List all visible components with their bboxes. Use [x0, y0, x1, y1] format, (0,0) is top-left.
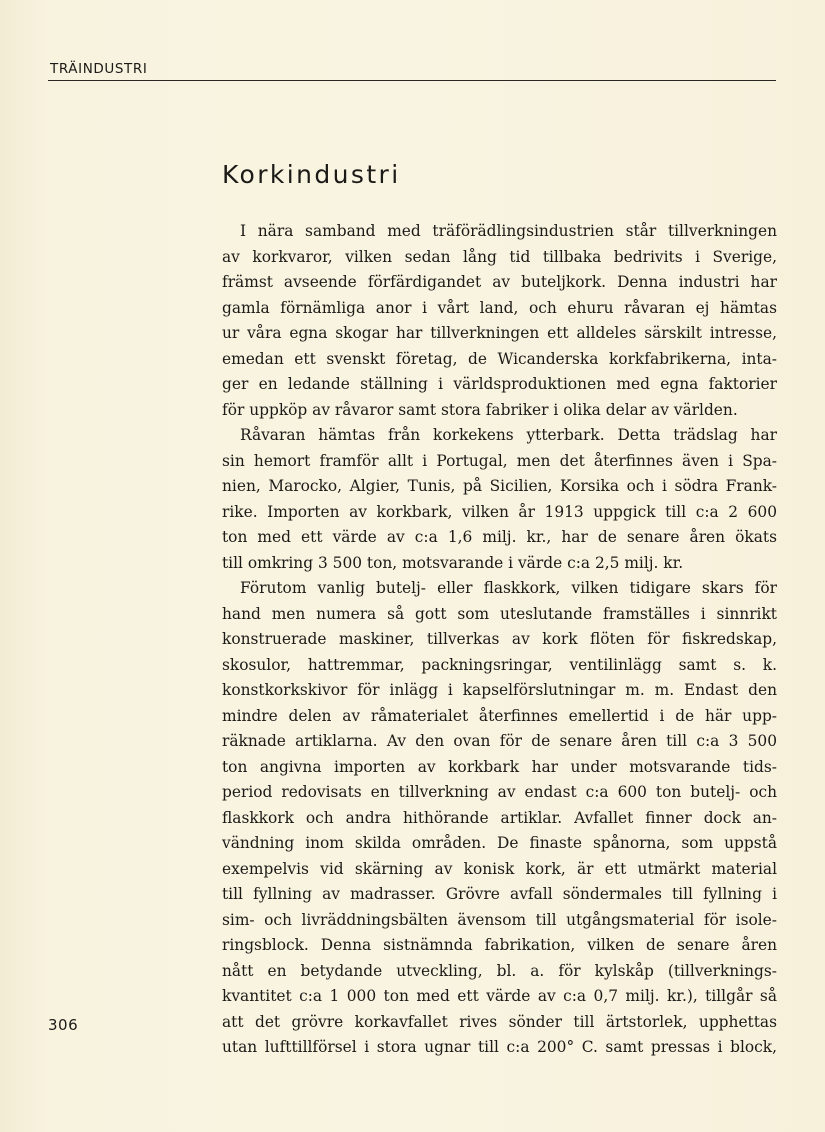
text-line: vändning inom skilda områden. De finaste spånorna, som uppstå — [222, 834, 777, 852]
text-line: till fyllning av madrasser. Grövre avfall söndermales till fyllning i — [222, 885, 777, 903]
header-rule — [48, 80, 776, 81]
text-line: främst avseende förfärdigandet av buteljkork. Denna industri har — [222, 273, 777, 291]
text-line: hand men numera så gott som uteslutande framställes i sinnrikt — [222, 604, 777, 623]
text-line: emedan ett svenskt företag, de Wicanderska korkfabrikerna, inta- — [222, 349, 777, 368]
text-line: Förutom vanlig butelj- eller flaskkork, vilken tidigare skars för — [240, 579, 777, 597]
text-line: flaskkork och andra hithörande artiklar. Avfallet finner dock an- — [222, 808, 777, 827]
text-line: konstruerade maskiner, tillverkas av kork flöten för fiskredskap, — [222, 630, 777, 648]
chapter-title: Korkindustri — [222, 160, 401, 189]
text-line: räknade artiklarna. Av den ovan för de senare åren till c:a 3 500 — [222, 732, 777, 750]
text-line: ton angivna importen av korkbark har under motsvarande tids- — [222, 757, 777, 776]
text-line: ringsblock. Denna sistnämnda fabrikation, vilken de senare åren — [222, 936, 777, 954]
text-line: I nära samband med träförädlingsindustrien står tillverkningen — [240, 222, 777, 240]
text-line: till omkring 3 500 ton, motsvarande i värde c:a 2,5 milj. kr. — [222, 553, 684, 572]
running-head: TRÄINDUSTRI — [50, 61, 148, 77]
text-line: mindre delen av råmaterialet återfinnes emellertid i de här upp- — [222, 706, 777, 725]
text-line: nått en betydande utveckling, bl. a. för kylskåp (tillverknings- — [222, 961, 777, 980]
body-text — [222, 219, 777, 1061]
text-line: rike. Importen av korkbark, vilken år 1913 uppgick till c:a 2 600 — [222, 502, 777, 521]
text-line: att det grövre korkavfallet rives sönder till ärtstorlek, upphettas — [222, 1012, 777, 1031]
text-line: utan lufttillförsel i stora ugnar till c:a 200° C. samt pressas i block, — [222, 1038, 777, 1056]
text-line: nien, Marocko, Algier, Tunis, på Sicilien, Korsika och i södra Frank- — [222, 477, 777, 495]
text-line: kvantitet c:a 1 000 ton med ett värde av c:a 0,7 milj. kr.), tillgår så — [222, 987, 777, 1005]
text-line: ton med ett värde av c:a 1,6 milj. kr., har de senare åren ökats — [222, 528, 777, 546]
text-line: skosulor, hattremmar, packningsringar, ventilinlägg samt s. k. — [222, 655, 777, 674]
text-line: sim- och livräddningsbälten ävensom till utgångsmaterial för isole- — [222, 910, 777, 929]
page-number: 306 — [48, 1016, 79, 1034]
text-line: av korkvaror, vilken sedan lång tid tillbaka bedrivits i Sverige, — [222, 247, 777, 266]
text-line: för uppköp av råvaror samt stora fabriker i olika delar av världen. — [222, 400, 738, 419]
text-line: gamla förnämliga anor i vårt land, och ehuru råvaran ej hämtas — [222, 298, 777, 317]
text-line: period redovisats en tillverkning av endast c:a 600 ton butelj- och — [222, 783, 777, 801]
text-line: ur våra egna skogar har tillverkningen ett alldeles särskilt intresse, — [222, 324, 777, 342]
text-line: sin hemort framför allt i Portugal, men det återfinnes även i Spa- — [222, 451, 777, 470]
text-line: ger en ledande ställning i världsproduktionen med egna faktorier — [222, 375, 777, 393]
text-line: konstkorkskivor för inlägg i kapselförslutningar m. m. Endast den — [222, 681, 777, 699]
text-line: exempelvis vid skärning av konisk kork, är ett utmärkt material — [222, 859, 777, 878]
text-line: Råvaran hämtas från korkekens ytterbark. Detta trädslag har — [240, 426, 777, 444]
